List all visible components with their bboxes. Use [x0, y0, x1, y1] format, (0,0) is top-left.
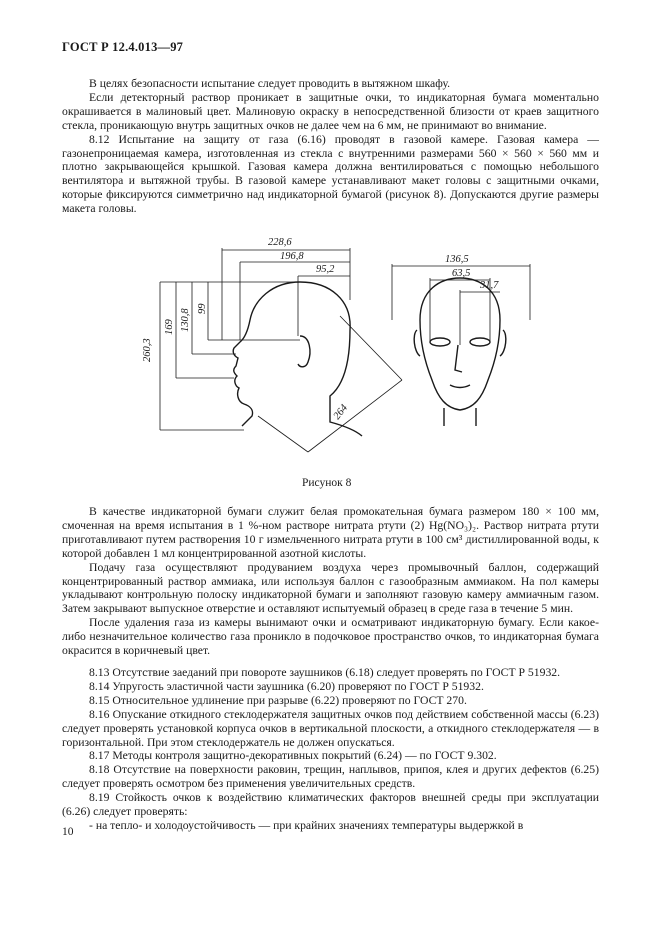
head-profile-outline	[233, 282, 350, 426]
mouth	[450, 385, 470, 388]
head-neck-outline	[330, 330, 362, 436]
dim-label: 130,8	[180, 308, 191, 332]
dim-label: 99	[197, 303, 208, 314]
dim-label: 169	[164, 319, 175, 335]
dim-label: 136,5	[445, 254, 469, 265]
paragraph: 8.17 Методы контроля защитно-декоративных покрытий (6.24) — по ГОСТ 9.302.	[89, 749, 497, 763]
ear-right	[500, 330, 506, 356]
dim-label: 228,6	[268, 237, 292, 248]
page-number: 10	[62, 826, 74, 838]
ear-left	[414, 330, 420, 356]
paragraph: 8.13 Отсутствие заеданий при повороте заушников (6.18) следует проверять по ГОСТ Р 51932.	[89, 666, 561, 679]
dim-label: 264	[331, 402, 351, 422]
paragraph: Подачу газа осуществляют продуванием воздуха через промывочный баллон, содержащий концентрированный раствор аммиака, или используя баллон с газообразным аммиаком. На пол камеры укладывают контрольную полоску индикаторной бумаги и заполняют газовую камеру аммиачным газом. Затем закрывают выпускное отверстие и оставляют испытуемый образец в среде газа в течение 5 мин.	[62, 560, 599, 616]
paragraph: - на тепло- и холодоустойчивость — при крайних значениях температуры выдержкой в	[89, 818, 524, 832]
dim-label: 31,7	[480, 280, 499, 291]
paragraph: 8.18 Отсутствие на поверхности раковин, трещин, наплывов, припоя, клея и других дефектов (6.25) следует проверять осмотром без применения увеличительных средств.	[62, 763, 599, 791]
left-eye	[430, 338, 450, 346]
paragraph: 8.19 Стойкость очков к воздействию климатических факторов внешней среды при эксплуатации (6.26) следует проверять:	[62, 791, 599, 819]
paragraph: 8.15 Относительное удлинение при разрыве (6.22) проверяют по ГОСТ 270.	[89, 693, 467, 707]
page-header: ГОСТ Р 12.4.013—97	[62, 40, 184, 54]
dim-label: 260,3	[142, 338, 153, 362]
text-block-indicator	[62, 505, 599, 658]
paragraph: 8.14 Упругость эластичной части заушника (6.20) проверяют по ГОСТ Р 51932.	[89, 679, 484, 693]
paragraph: 8.16 Опускание откидного стеклодержателя защитных очков под действием собственной массы (6.23) следует проверять установкой корпуса очков в вертикальной плоскости, а откидного стеклодержателя — в горизонтальной. При этом стеклодержатель не должен опускаться.	[62, 707, 599, 749]
ear-outline	[298, 336, 310, 367]
dim-label: 95,2	[316, 264, 335, 275]
dim-label: 63,5	[452, 268, 471, 279]
paragraph: Если детекторный раствор проникает в защитные очки, то индикаторная бумага моментально окрашивается в малиновый цвет. Малиновую окраску в непосредственной близости от краев защитного стекла, проникающую внутрь защитных очков не далее чем на 6 мм, не принимают во внимание.	[62, 90, 599, 132]
right-eye	[470, 338, 490, 346]
nose	[455, 345, 462, 372]
paragraph: В целях безопасности испытание следует проводить в вытяжном шкафу.	[89, 77, 451, 90]
text-block-tests	[62, 666, 599, 833]
paragraph: После удаления газа из камеры вынимают очки и осматривают индикаторную бумагу. Если какое-либо незначительное количество газа проникло в подочковое пространство очков, то индикаторная бумага окрасится в коричневый цвет.	[62, 616, 599, 658]
paragraph: 8.12 Испытание на защиту от газа (6.16) проводят в газовой камере. Газовая камера — газонепроницаемая камера, изготовленная из стекла с внутренними размерами 560 × 560 × 560 мм и плотно закрывающейся крышкой. Газовая камера должна вентилироваться с помощью небольшого вентилятора и вытяжной трубы. В газовой камере устанавливают макет головы с защитными очками, которые фиксируются симметрично над индикаторной бумагой (рисунок 8). Допускаются другие размеры макета головы.	[62, 132, 599, 216]
dim-label: 196,8	[280, 251, 304, 262]
paragraph: В качестве индикаторной бумаги служит белая промокательная бумага размером 180 × 100 мм, смоченная на время испытания в 1 %-ном растворе нитрата ртути (2) Hg(NO₃)₂. Раствор нитрата ртути приготавливают путем растворения 10 г измельченного нитрата ртути в 100 см³ дистиллированной воды, к которой добавлен 1 мл концентрированной азотной кислоты.	[62, 505, 599, 560]
figure-caption: Рисунок 8	[302, 477, 352, 489]
